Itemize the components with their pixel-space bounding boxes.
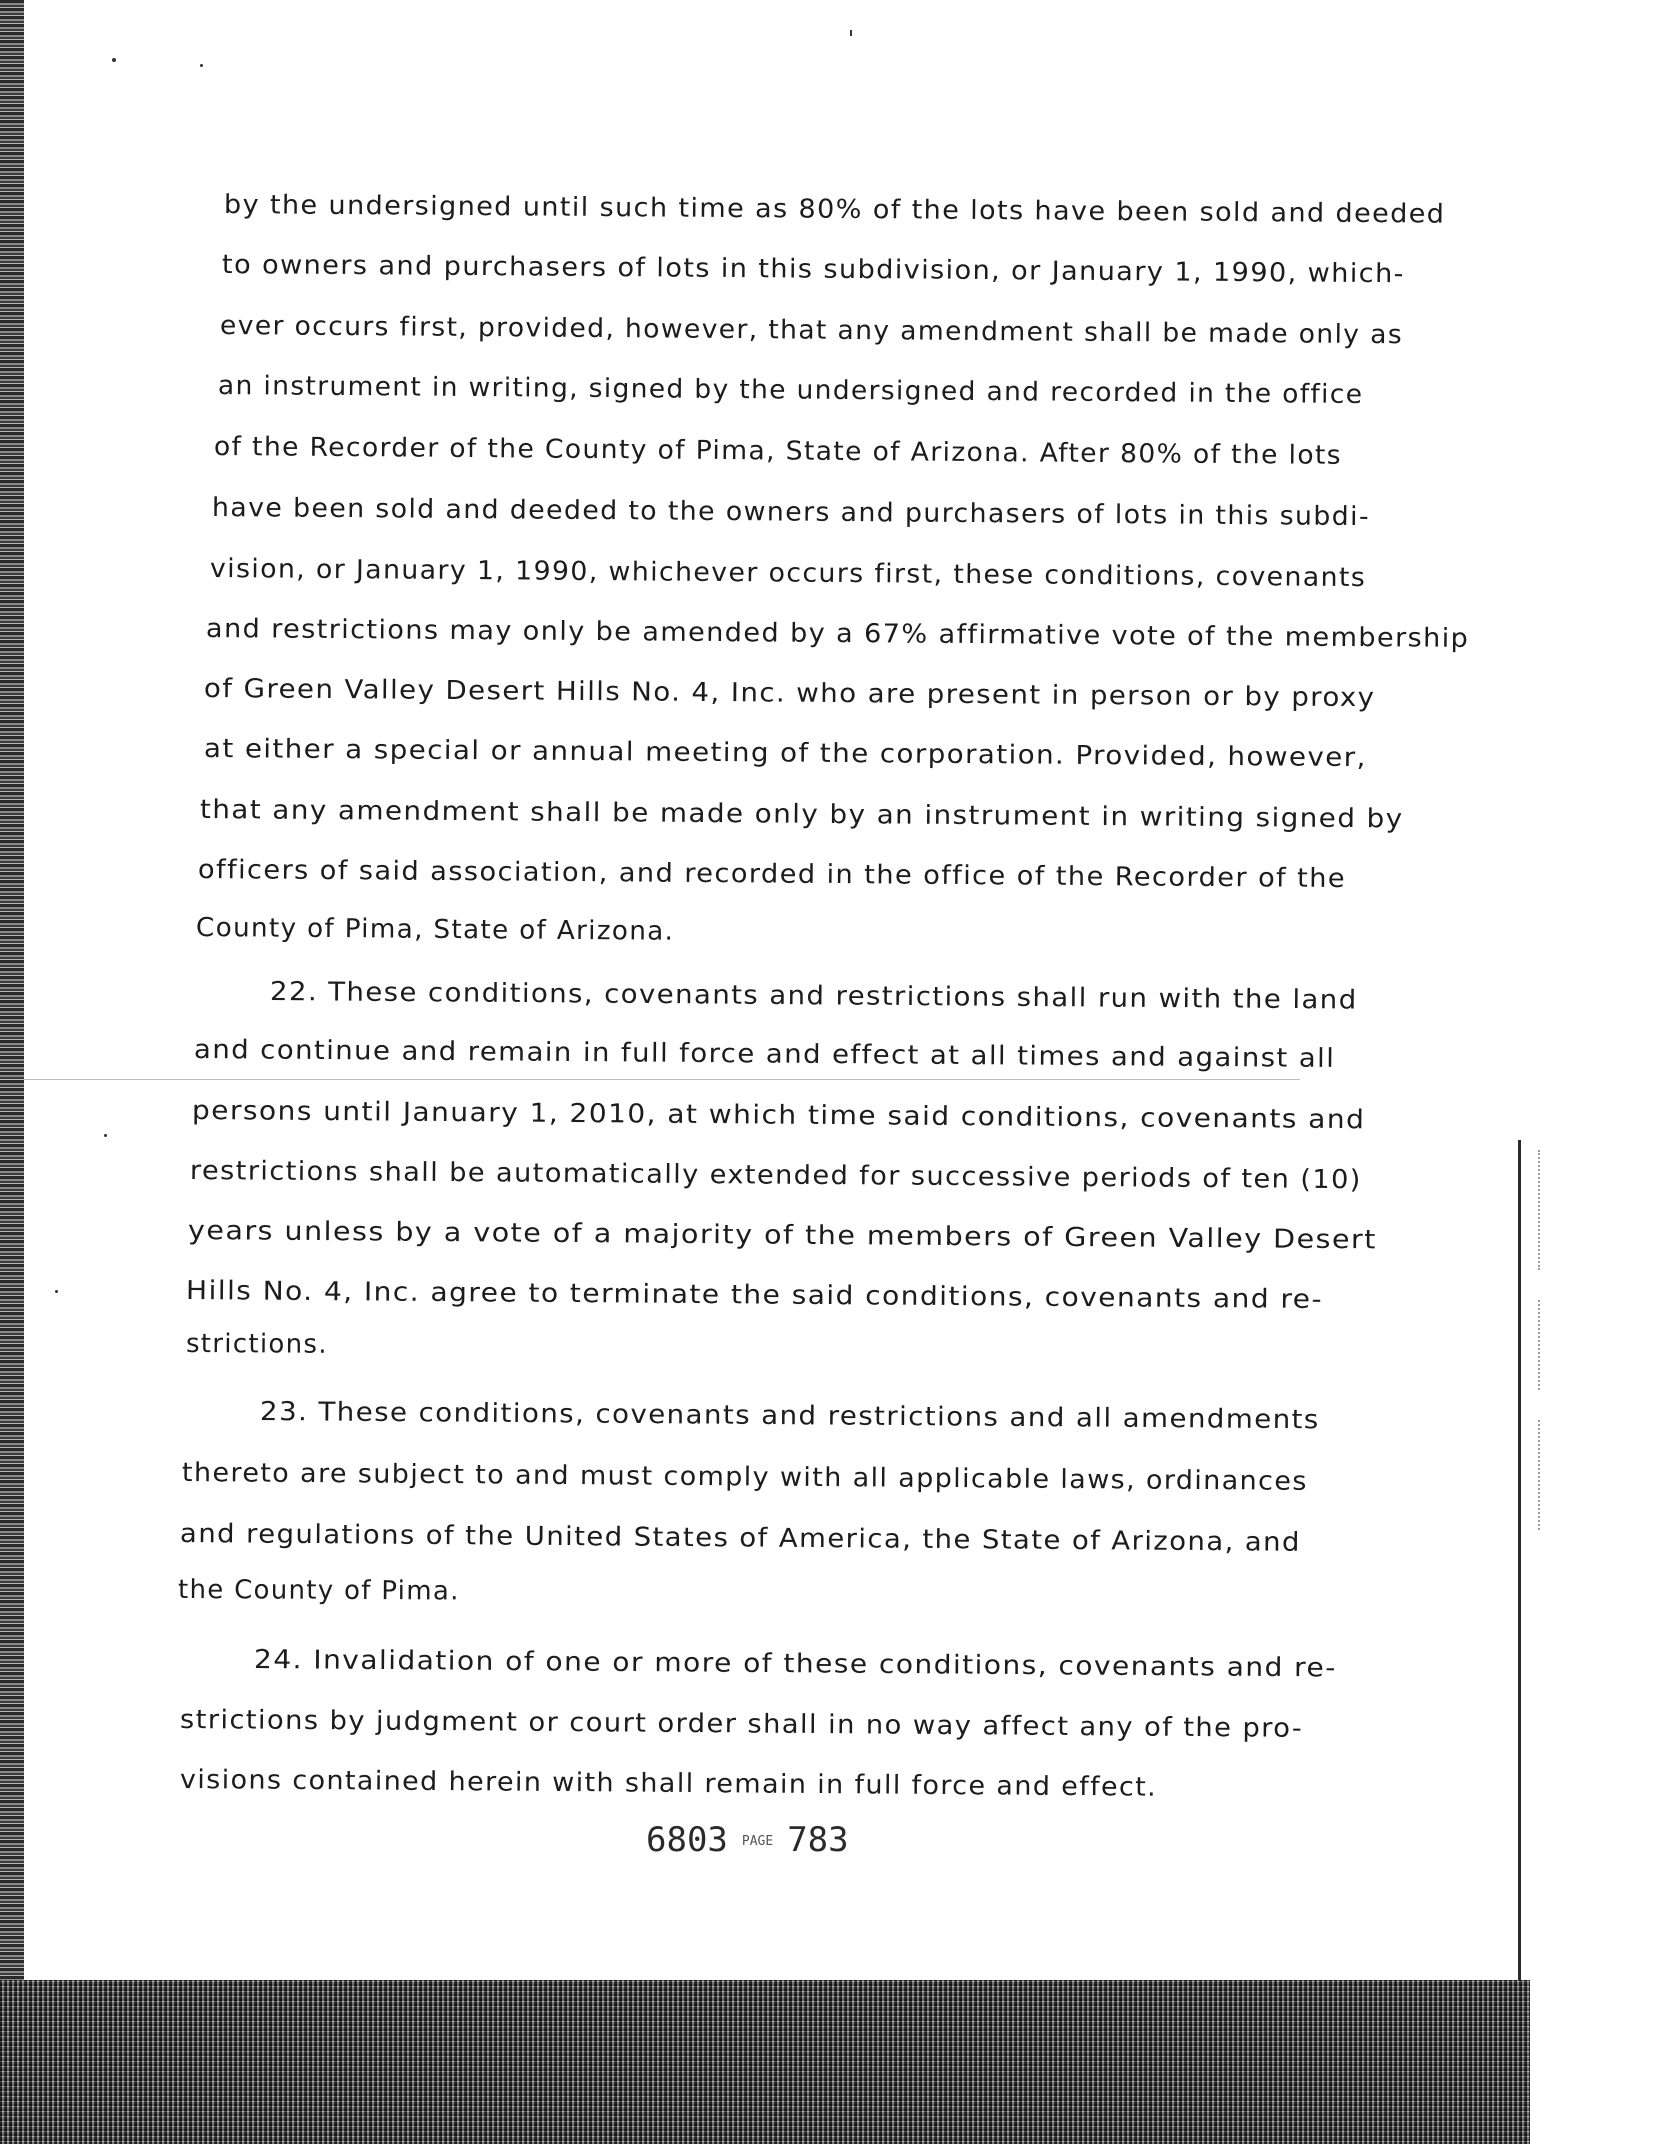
text-line: of the Recorder of the County of Pima, State of Arizona. After 80% of the lots: [213, 432, 1343, 471]
text-line: to owners and purchasers of lots in this subdivision, or January 1, 1990, which-: [221, 250, 1405, 290]
text-line: by the undersigned until such time as 80% of the lots have been sold and deeded: [223, 190, 1446, 230]
text-line: officers of said association, and recorded in the office of the Recorder of the: [197, 855, 1347, 895]
text-line: thereto are subject to and must comply with all applicable laws, ordinances: [181, 1458, 1308, 1497]
page-label: PAGE: [741, 1834, 774, 1849]
scan-bottom-corner: [1530, 1990, 1664, 2144]
text-line: County of Pima, State of Arizona.: [195, 913, 675, 947]
text-line: at either a special or annual meeting of the corporation. Provided, however,: [203, 734, 1367, 774]
text-line: 24. Invalidation of one or more of these conditions, covenants and re-: [253, 1645, 1337, 1684]
text-line: Hills No. 4, Inc. agree to terminate the said conditions, covenants and re-: [185, 1276, 1324, 1315]
text-line: an instrument in writing, signed by the undersigned and recorded in the office: [217, 371, 1364, 410]
scan-left-edge: [0, 0, 24, 2070]
scan-speck: [55, 1290, 58, 1293]
scan-dot-column: [1538, 1150, 1542, 1270]
scan-bottom-noise: [0, 1980, 1530, 2144]
text-line: visions contained herein with shall remain in full force and effect.: [179, 1765, 1158, 1803]
text-line: that any amendment shall be made only by an instrument in writing signed by: [199, 795, 1404, 835]
text-line: of Green Valley Desert Hills No. 4, Inc. who are present in person or by proxy: [203, 674, 1376, 714]
text-line: years unless by a vote of a majority of the members of Green Valley Desert: [187, 1216, 1377, 1256]
book-page-number: [646, 1820, 849, 1860]
scan-dot-column: [1538, 1420, 1542, 1530]
text-line: 22. These conditions, covenants and restrictions shall run with the land: [269, 977, 1358, 1016]
text-line: strictions by judgment or court order shall in no way affect any of the pro-: [179, 1705, 1304, 1744]
text-line: the County of Pima.: [177, 1575, 460, 1607]
scan-speck: [112, 58, 116, 62]
scan-speck: [104, 1134, 107, 1137]
text-line: restrictions shall be automatically extended for successive periods of ten (10): [189, 1156, 1362, 1196]
scan-speck: [200, 64, 203, 67]
text-line: have been sold and deeded to the owners and purchasers of lots in this subdi-: [211, 493, 1371, 533]
scan-speck: [850, 30, 852, 36]
text-line: and continue and remain in full force and effect at all times and against all: [193, 1035, 1336, 1074]
text-line: persons until January 1, 2010, at which time said conditions, covenants and: [191, 1096, 1366, 1136]
text-line: and regulations of the United States of America, the State of Arizona, and: [179, 1519, 1301, 1558]
book-number: 6803: [646, 1820, 728, 1860]
scan-right-border: [1518, 1140, 1521, 1990]
page-number: 783: [787, 1820, 849, 1860]
text-line: 23. These conditions, covenants and restrictions and all amendments: [259, 1397, 1320, 1436]
text-line: strictions.: [185, 1329, 328, 1360]
scan-dot-column: [1538, 1300, 1542, 1390]
text-line: ever occurs first, provided, however, that any amendment shall be made only as: [219, 311, 1404, 351]
text-line: and restrictions may only be amended by a 67% affirmative vote of the membership: [205, 614, 1470, 654]
text-line: vision, or January 1, 1990, whichever occurs first, these conditions, covenants: [209, 554, 1367, 594]
scan-fold-line: [0, 1079, 1300, 1080]
